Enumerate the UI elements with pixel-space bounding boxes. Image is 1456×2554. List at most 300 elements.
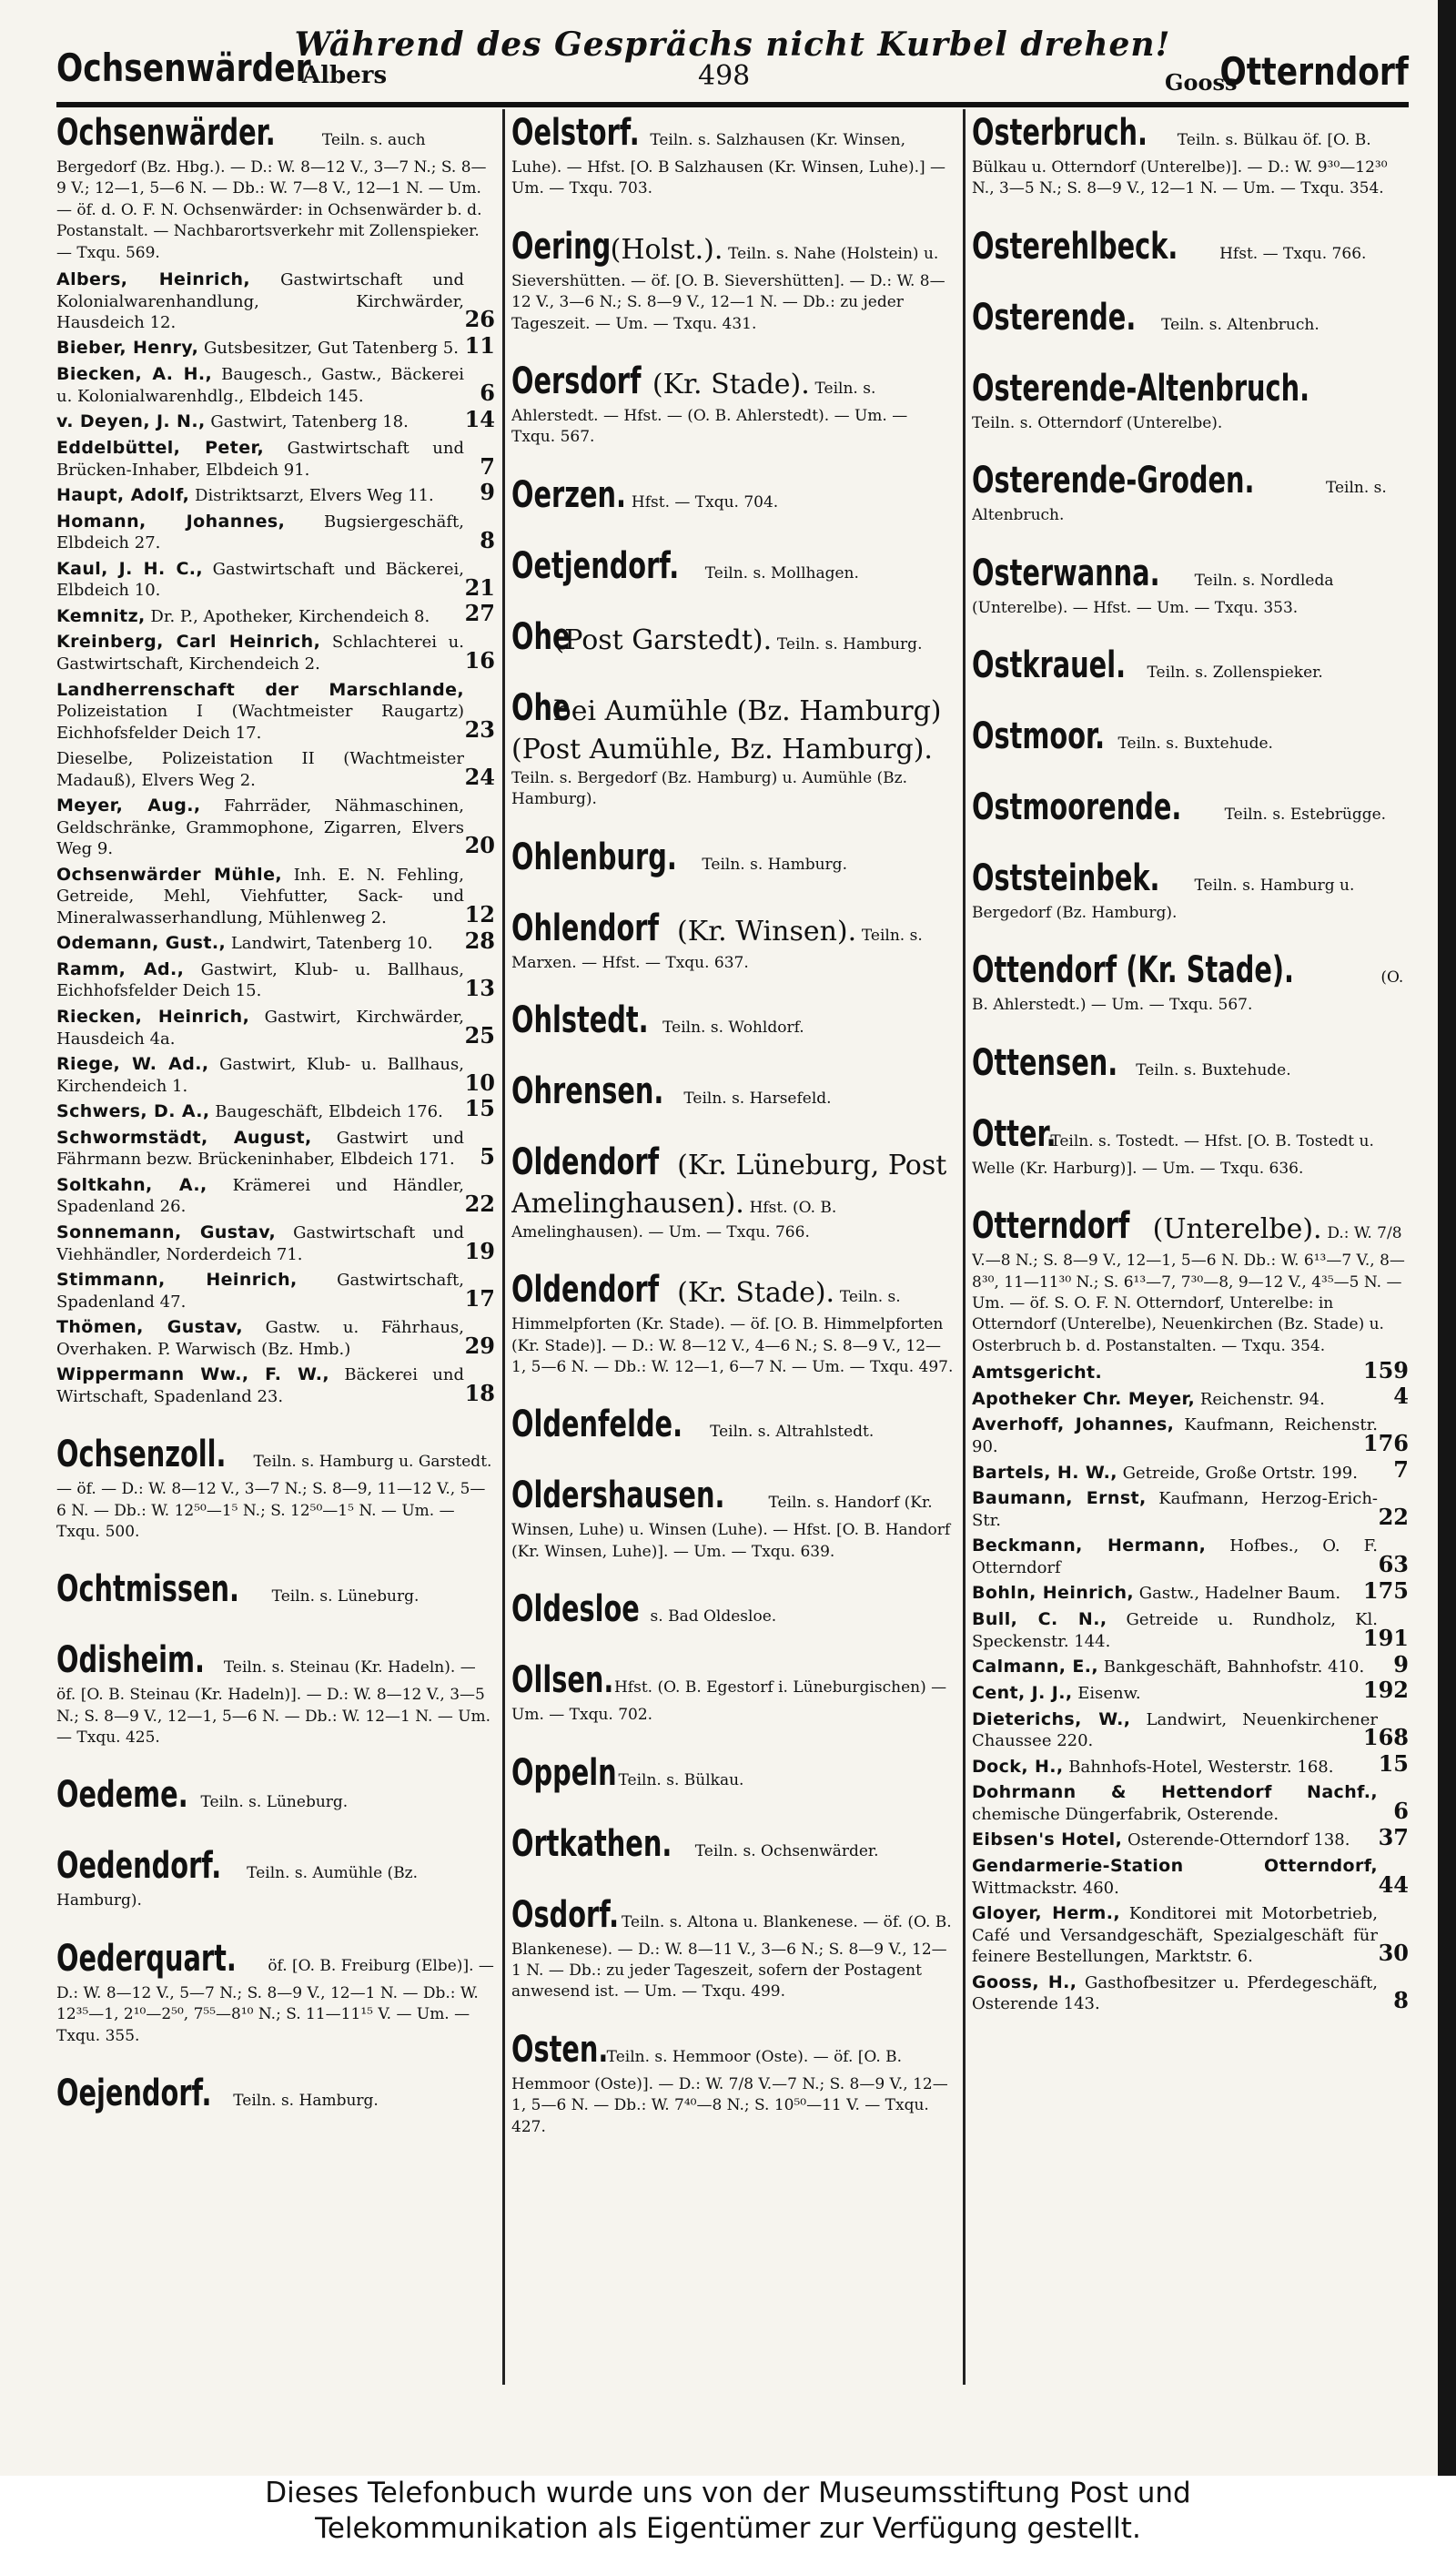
subscriber-details: Dieselbe, Polizeistation II (Wachtmeister Madauß), Elvers Weg 2. <box>56 749 464 790</box>
subscriber-entry <box>56 864 495 928</box>
place-heading <box>511 684 956 810</box>
subscriber-name: Gooss, H., <box>972 1971 1077 1992</box>
subscriber-details: Reichenstr. 94. <box>1199 1389 1325 1409</box>
subscriber-details: Hofbes., O. F. Otterndorf <box>972 1536 1378 1577</box>
place-description: Teiln. s. Himmelpforten (Kr. Stade). — öf. [O. B. Himmelpforten (Kr. Stade)]. — D.: W. 8—12 V., 4—6 N.; S. 8—9 V., 12—1, 5—6 N. — Db.: W. 12—1, 6—7 N. — Um. — Txqu. 497. <box>511 1288 954 1377</box>
place-name: Ottensen. <box>972 1041 1118 1084</box>
place-name: Oedeme. <box>56 1774 188 1817</box>
place-description: Teiln. s. Bergedorf (Bz. Hamburg) u. Aumühle (Bz. Hamburg). <box>511 768 908 809</box>
place-description: Teiln. s. Ahlerstedt. — Hfst. — (O. B. Ahlerstedt). — Um. — Txqu. 567. <box>511 379 908 447</box>
phone-number: 37 <box>1378 1823 1409 1850</box>
place-description: D.: W. 7/8 V.—8 N.; S. 8—9 V., 12—1, 5—6 N. Db.: W. 6¹³—7 V., 8—8³⁰, 11—11³⁰ N.; S. 6¹³—7, 7³⁰—8, 9—12 V., 4³⁵—5 N. — Um. — öf. S. O. F. N. Otterndorf, Unterelbe: in Otterndorf (Unterelbe), Neuenkirchen (Bz. Stade) u. Osterbruch b. d. Postanstalten. — Txqu. 354. <box>972 1224 1405 1355</box>
column-2 <box>511 109 956 2403</box>
subscriber-name: Riecken, Heinrich, <box>56 1006 250 1027</box>
place-heading <box>972 294 1409 341</box>
place-heading <box>972 109 1409 199</box>
phone-number: 9 <box>480 479 495 506</box>
place-description: Teiln. s. Altrahlstedt. <box>710 1423 875 1442</box>
subscriber-details: Gastwirtschaft, Spadenland 47. <box>56 1270 464 1312</box>
subscriber-name: Bartels, H. W., <box>972 1462 1117 1483</box>
subscriber-entry <box>56 511 495 554</box>
subscriber-name: Averhoff, Johannes, <box>972 1414 1175 1435</box>
place-description: Teiln. s. Nahe (Holstein) u. Sievershütten. — öf. [O. B. Sievershütten]. — D.: W. 8—12 V., 3—6 N.; S. 8—9 V., 12—1 N. — Db.: zu jeder Tageszeit. — Um. — Txqu. 431. <box>511 244 945 333</box>
header-rule <box>56 102 1409 107</box>
phone-number: 175 <box>1362 1576 1409 1604</box>
place-suffix: (Post Garstedt). <box>553 623 773 656</box>
subscriber-entry <box>56 558 495 602</box>
subscriber-entry <box>972 1608 1409 1652</box>
place-suffix: (Kr. Stade). <box>677 1277 835 1310</box>
header-left-title: Ochsenwärder <box>56 46 311 90</box>
subscriber-name: Baumann, Ernst, <box>972 1488 1147 1509</box>
phone-number: 11 <box>464 331 495 359</box>
phone-number: 6 <box>1393 1798 1409 1825</box>
subscriber-entry <box>972 1383 1409 1411</box>
place-name: Ohlendorf <box>511 907 660 949</box>
subscriber-entry <box>972 1414 1409 1457</box>
column-divider-2 <box>963 109 966 2385</box>
place-heading <box>511 542 956 590</box>
subscriber-name: Beckmann, Hermann, <box>972 1535 1207 1556</box>
place-name: Odisheim. <box>56 1639 205 1682</box>
place-description: Hfst. — Txqu. 704. <box>631 492 779 512</box>
phone-number: 26 <box>464 306 495 333</box>
place-heading <box>56 1935 495 2046</box>
subscriber-entry <box>972 1456 1409 1485</box>
subscriber-name: Bieber, Henry, <box>56 338 199 359</box>
subscriber-name: Gendarmerie-Station Otterndorf, <box>972 1856 1378 1877</box>
phone-number: 21 <box>464 573 495 601</box>
footer-line-2: Telekommunikation als Eigentümer zur Verfügung gestellt. <box>315 2511 1141 2545</box>
place-description: Hfst. (O. B. Amelinghausen). — Um. — Txqu. 766. <box>511 1198 837 1242</box>
subscriber-entry <box>56 795 495 859</box>
phone-number: 8 <box>1393 1987 1409 2014</box>
place-name: Otter. <box>972 1112 1057 1155</box>
place-heading <box>511 223 956 334</box>
phone-number: 27 <box>464 600 495 627</box>
page-header <box>56 18 1409 106</box>
place-description: Hfst. — Txqu. 766. <box>1219 244 1367 263</box>
subscriber-details: Osterende-Otterndorf 138. <box>1127 1830 1350 1850</box>
place-name: Oldenfelde. <box>511 1404 683 1446</box>
subscriber-details: Baugesch., Gastw., Bäckerei u. Kolonialwarenhdlg., Elbdeich 145. <box>56 365 464 406</box>
subscriber-name: Apotheker Chr. Meyer, <box>972 1388 1196 1409</box>
subscriber-entry <box>972 1855 1409 1899</box>
subscriber-details: Gutsbesitzer, Gut Tatenberg 5. <box>203 339 459 359</box>
phone-number: 17 <box>464 1284 495 1312</box>
phone-number: 29 <box>464 1332 495 1359</box>
subscriber-entry <box>56 600 495 628</box>
phone-number: 44 <box>1378 1870 1409 1898</box>
subscriber-details: Gastwirtschaft und Bäckerei, Elbdeich 10. <box>56 559 464 601</box>
phone-number: 4 <box>1393 1383 1409 1410</box>
place-description: Hfst. (O. B. Egestorf i. Lüneburgischen) — Um. — Txqu. 702. <box>511 1678 947 1725</box>
place-description: Teiln. s. Bülkau öf. [O. B. Bülkau u. Otterndorf (Unterelbe)]. — D.: W. 9³⁰—12³⁰ N., 3—5 N.; S. 8—9 V., 12—1 N. — Um. — Txqu. 354. <box>972 131 1388 198</box>
phone-number: 16 <box>464 647 495 674</box>
subscriber-name: Biecken, A. H., <box>56 364 213 385</box>
place-heading <box>511 997 956 1044</box>
subscriber-details: Gastwirt, Klub- u. Ballhaus, Eichhofsfelder Deich 15. <box>56 959 464 1001</box>
subscriber-details: Konditorei mit Motorbetrieb, Café und Versandgeschäft, Spezialgeschäft für feinere Bestellungen, Marktstr. 6. <box>972 1904 1378 1967</box>
phone-number: 28 <box>464 927 495 954</box>
column-1 <box>56 109 495 2403</box>
header-slogan: Während des Gesprächs nicht Kurbel drehen! <box>294 25 1171 64</box>
place-name: Ohe <box>511 686 571 729</box>
place-name: Oldendorf <box>511 1269 660 1312</box>
place-description: Teiln. s. Altenbruch. <box>972 479 1387 525</box>
subscriber-entry <box>972 1750 1409 1779</box>
subscriber-details: Gastwirt und Fährmann bezw. Brückeninhaber, Elbdeich 171. <box>56 1128 465 1170</box>
place-description: Teiln. s. Ochsenwärder. <box>694 1841 879 1860</box>
place-description: Teiln. s. Lüneburg. <box>200 1793 349 1812</box>
place-heading <box>511 1749 956 1797</box>
phone-number: 8 <box>480 526 495 553</box>
place-name: Oppeln <box>511 1751 617 1794</box>
place-name: Oersdorf <box>511 360 642 402</box>
subscriber-name: Cent, J. J., <box>972 1682 1073 1703</box>
place-description: (O. B. Ahlerstedt.) — Um. — Txqu. 567. <box>972 968 1404 1015</box>
place-name: Ortkathen. <box>511 1822 672 1865</box>
subscriber-entry <box>56 331 495 360</box>
phone-number: 168 <box>1362 1724 1409 1751</box>
place-description: Teiln. s. Altenbruch. <box>1161 315 1320 334</box>
subscriber-details: Kaufmann, Herzog-Erich-Str. <box>972 1489 1378 1530</box>
place-description: Teiln. s. Tostedt. — Hfst. [O. B. Tostedt u. Welle (Kr. Harburg)]. — Um. — Txqu. 636. <box>972 1131 1374 1178</box>
place-name: Ochsenwärder. <box>56 112 276 154</box>
place-heading <box>511 1401 956 1448</box>
place-name: Osterende-Groden. <box>972 460 1255 502</box>
subscriber-entry <box>56 1006 495 1049</box>
subscriber-details: Gastwirtschaft und Brücken-Inhaber, Elbdeich 91. <box>56 438 464 480</box>
place-name: Osterbruch. <box>972 112 1148 154</box>
footer-notice <box>0 2476 1456 2554</box>
place-heading <box>56 1566 495 1613</box>
place-name: Osterehlbeck. <box>972 225 1178 268</box>
subscriber-details: Distriktsarzt, Elvers Weg 11. <box>195 485 434 505</box>
subscriber-name: Meyer, Aug., <box>56 796 201 816</box>
place-description: Teiln. s. Hamburg. <box>702 855 847 874</box>
phone-number: 25 <box>464 1021 495 1049</box>
header-right-subtitle: Gooss <box>1165 69 1238 96</box>
place-name: Oederquart. <box>56 1937 237 1980</box>
subscriber-name: Haupt, Adolf, <box>56 484 190 505</box>
place-name: Oldendorf <box>511 1140 660 1183</box>
subscriber-details: Landwirt, Neuenkirchener Chaussee 220. <box>972 1709 1378 1751</box>
subscriber-entry <box>972 1971 1409 2015</box>
place-description: Teiln. s. Altona u. Blankenese. — öf. (O. B. Blankenese). — D.: W. 8—11 V., 3—6 N.; S. 8—9 V., 12—1 N. — Db.: zu jeder Tageszeit, sofern der Postagent anwesend ist. — Um. — Txqu. 499. <box>511 1912 952 2002</box>
subscriber-entry <box>56 1174 495 1218</box>
place-heading <box>972 947 1409 1015</box>
place-name: Ohlenburg. <box>511 836 677 878</box>
place-name: Oldesloe <box>511 1588 640 1631</box>
place-description: Teiln. s. Zollenspieker. <box>1147 663 1323 682</box>
subscriber-name: Riege, W. Ad., <box>56 1053 209 1074</box>
place-description: Teiln. s. Hamburg u. Garstedt. — öf. — D.: W. 8—12 V., 3—7 N.; S. 8—9, 11—12 V., 5—6 N. — Db.: W. 12⁵⁰—1⁵ N.; S. 12⁵⁰—1⁵ N. — Um. — Txqu. 500. <box>56 1453 492 1541</box>
place-heading <box>56 1637 495 1748</box>
place-heading <box>972 1202 1409 1356</box>
phone-number: 159 <box>1362 1356 1409 1383</box>
place-heading <box>511 613 956 661</box>
place-description: Teiln. s. Salzhausen (Kr. Winsen, Luhe). — Hfst. [O. B Salzhausen (Kr. Winsen, Luhe).] — Um. — Txqu. 703. <box>511 131 946 198</box>
phone-number: 7 <box>480 452 495 480</box>
place-heading <box>972 784 1409 831</box>
subscriber-details: Dr. P., Apotheker, Kirchendeich 8. <box>150 606 430 626</box>
place-name: Oering <box>511 225 612 268</box>
footer-line-1: Dieses Telefonbuch wurde uns von der Museumsstiftung Post und <box>265 2477 1191 2509</box>
subscriber-entry <box>972 1677 1409 1705</box>
place-heading <box>972 642 1409 689</box>
phone-number: 30 <box>1378 1940 1409 1967</box>
subscriber-details: Polizeistation I (Wachtmeister Raugartz) Eichhofsfelder Deich 17. <box>56 702 464 743</box>
place-heading <box>511 1472 956 1562</box>
subscriber-entry <box>56 1363 495 1407</box>
subscriber-details: Gastwirt, Kirchwärder, Hausdeich 4a. <box>56 1007 464 1049</box>
subscriber-name: Soltkahn, A., <box>56 1174 207 1195</box>
subscriber-entry <box>56 405 495 433</box>
place-name: Ollsen. <box>511 1659 614 1702</box>
subscriber-name: Amtsgericht. <box>972 1363 1103 1383</box>
place-description: Teiln. s. Nordleda (Unterelbe). — Hfst. — Um. — Txqu. 353. <box>972 571 1334 617</box>
place-name: Osterwanna. <box>972 552 1160 594</box>
subscriber-entry <box>56 747 495 791</box>
subscriber-name: Landherrenschaft der Marschlande, <box>56 679 464 700</box>
place-name: Oejendorf. <box>56 2073 212 2115</box>
column-divider-1 <box>502 109 505 2385</box>
subscriber-entry <box>972 1781 1409 1825</box>
subscriber-entry <box>56 363 495 407</box>
subscriber-entry <box>972 1487 1409 1531</box>
place-name: Osterende. <box>972 296 1137 339</box>
place-heading <box>56 1771 495 1819</box>
place-description: Teiln. s. Lüneburg. <box>271 1587 420 1606</box>
place-heading <box>972 223 1409 270</box>
subscriber-name: Bohln, Heinrich, <box>972 1583 1135 1604</box>
place-description: Teiln. s. Hamburg. <box>776 634 923 654</box>
place-heading <box>511 471 956 519</box>
subscriber-name: Dohrmann & Hettendorf Nachf., <box>972 1782 1378 1803</box>
place-suffix: (Kr. Stade). <box>652 368 810 400</box>
column-3 <box>972 109 1409 2403</box>
phone-number: 20 <box>464 832 495 859</box>
place-heading <box>972 457 1409 525</box>
subscriber-details: Gastw. u. Fährhaus, Overhaken. P. Warwisch (Bz. Hmb.) <box>56 1317 464 1359</box>
place-heading <box>511 1891 956 2002</box>
subscriber-details: chemische Düngerfabrik, Osterende. <box>972 1804 1279 1824</box>
subscriber-name: Schwormstädt, August, <box>56 1127 312 1148</box>
subscriber-entry <box>56 631 495 674</box>
place-heading <box>972 365 1409 433</box>
place-heading <box>972 1039 1409 1087</box>
place-description: Teiln. s. Bülkau. <box>618 1770 744 1789</box>
phone-number: 191 <box>1362 1624 1409 1651</box>
subscriber-entry <box>972 1823 1409 1851</box>
place-name: Otterndorf <box>972 1205 1130 1248</box>
subscriber-name: Albers, Heinrich, <box>56 269 251 289</box>
place-description: Teiln. s. Buxtehude. <box>1136 1060 1291 1079</box>
subscriber-entry <box>56 1053 495 1097</box>
place-suffix: (Kr. Winsen). <box>676 915 857 948</box>
phone-number: 176 <box>1362 1430 1409 1457</box>
place-name: Ochtmissen. <box>56 1568 239 1611</box>
subscriber-name: Kaul, J. H. C., <box>56 558 204 579</box>
subscriber-details: Krämerei und Händler, Spadenland 26. <box>56 1175 464 1217</box>
phone-number: 22 <box>1378 1504 1409 1531</box>
subscriber-entry <box>972 1576 1409 1605</box>
phone-number: 23 <box>464 715 495 743</box>
subscriber-name: Odemann, Gust., <box>56 933 227 954</box>
place-name: Ostmoor. <box>972 715 1106 757</box>
subscriber-details: Getreide u. Rundholz, Kl. Speckenstr. 144. <box>972 1610 1378 1651</box>
place-name: Osten. <box>511 2028 609 2071</box>
place-name: Oetjendorf. <box>511 544 680 587</box>
subscriber-name: Homann, Johannes, <box>56 511 286 532</box>
phone-number: 6 <box>480 380 495 406</box>
subscriber-name: Wippermann Ww., F. W., <box>56 1364 330 1385</box>
subscriber-name: Ochsenwärder Mühle, <box>56 864 283 885</box>
subscriber-entry <box>56 437 495 481</box>
place-heading <box>511 2026 956 2137</box>
place-heading <box>972 713 1409 760</box>
phone-number: 5 <box>480 1142 495 1170</box>
phone-number: 12 <box>464 900 495 927</box>
place-name: Oststeinbek. <box>972 856 1160 899</box>
place-description: Teiln. s. Estebrügge. <box>1224 805 1387 824</box>
page-number: 498 <box>698 60 751 92</box>
place-heading <box>56 1431 495 1542</box>
place-name: Ohe <box>511 615 571 658</box>
place-description: Teiln. s. Steinau (Kr. Hadeln). — öf. [O. B. Steinau (Kr. Hadeln)]. — D.: W. 8—12 V., 3—5 N.; S. 8—9 V., 12—1, 5—6 N. — Db.: W. 12—1 N. — Um. — Txqu. 425. <box>56 1658 491 1748</box>
place-name: Osterende-Altenbruch. <box>972 367 1310 410</box>
place-heading <box>972 855 1409 923</box>
subscriber-details: Gastw., Hadelner Baum. <box>1138 1584 1341 1604</box>
place-heading <box>972 550 1409 618</box>
subscriber-details: Gastwirt, Klub- u. Ballhaus, Kirchendeich 1. <box>56 1054 464 1096</box>
place-heading <box>56 1842 495 1910</box>
place-name: Oldershausen. <box>511 1475 725 1517</box>
subscriber-entry <box>972 1535 1409 1578</box>
subscriber-entry <box>56 1095 495 1123</box>
subscriber-details: Eisenw. <box>1077 1683 1141 1703</box>
place-name: Oerzen. <box>511 473 626 516</box>
place-description: Teiln. s. Harsefeld. <box>683 1089 832 1108</box>
subscriber-name: Gloyer, Herm., <box>972 1903 1120 1924</box>
place-heading <box>511 1657 956 1725</box>
subscriber-entry <box>56 269 495 333</box>
phone-number: 14 <box>464 405 495 432</box>
place-description: Teiln. s. Hemmoor (Oste). — öf. [O. B. Hemmoor (Oste)]. — D.: W. 7/8 V.—7 N.; S. 8—9 V., 12—1, 5—6 N. — Db.: W. 7⁴⁰—8 N.; S. 10⁵⁰—11 V. — Txqu. 427. <box>511 2047 948 2136</box>
subscriber-name: Eddelbüttel, Peter, <box>56 437 265 458</box>
subscriber-name: Eibsen's Hotel, <box>972 1829 1123 1850</box>
phone-number: 63 <box>1378 1551 1409 1578</box>
place-heading <box>511 1068 956 1115</box>
subscriber-name: Sonnemann, Gustav, <box>56 1221 277 1242</box>
place-heading <box>511 1139 956 1242</box>
subscriber-name: Bull, C. N., <box>972 1609 1107 1630</box>
header-left-subtitle: Albers <box>302 62 388 89</box>
subscriber-details: Gastwirt, Tatenberg 18. <box>210 412 409 432</box>
phone-number: 9 <box>1393 1650 1409 1677</box>
subscriber-details: Inh. E. N. Fehling, Getreide, Mehl, Viehfutter, Sack- und Mineralwasserhandlung, Mühlenweg 2. <box>56 865 464 927</box>
phone-number: 18 <box>464 1379 495 1406</box>
subscriber-name: Kemnitz, <box>56 605 146 626</box>
subscriber-entry <box>56 1269 495 1312</box>
subscriber-entry <box>56 1221 495 1265</box>
place-heading <box>511 1820 956 1868</box>
place-name: Ostmoorende. <box>972 785 1182 828</box>
place-description: Teiln. s. auch Bergedorf (Bz. Hbg.). — D.: W. 8—12 V., 3—7 N.; S. 8—9 V.; 12—1, 5—6 N. — Db.: W. 7—8 V., 12—1 N. — Um. — öf. d. O. F. N. Ochsenwärder: in Ochsenwärder b. d. Postanstalt. — Nachbarortsverkehr mit Zollenspieker. — Txqu. 569. <box>56 131 487 262</box>
phone-number: 192 <box>1362 1677 1409 1704</box>
subscriber-name: Dock, H., <box>972 1756 1064 1777</box>
subscriber-name: Schwers, D. A., <box>56 1100 210 1121</box>
subscriber-name: Stimmann, Heinrich, <box>56 1269 298 1290</box>
subscriber-details: Kaufmann, Reichenstr. 90. <box>972 1415 1378 1457</box>
phone-number: 15 <box>1378 1750 1409 1778</box>
subscriber-name: Calmann, E., <box>972 1657 1098 1677</box>
subscriber-entry <box>56 927 495 955</box>
subscriber-details: Gastwirtschaft und Kolonialwarenhandlung, Kirchwärder, Hausdeich 12. <box>56 269 464 333</box>
subscriber-details: Landwirt, Tatenberg 10. <box>230 934 433 954</box>
place-name: Ochsenzoll. <box>56 1434 227 1476</box>
subscriber-entry <box>972 1708 1409 1752</box>
place-suffix: (Holst.). <box>610 233 723 266</box>
place-description: Teiln. s. Buxtehude. <box>1117 734 1273 753</box>
place-heading <box>972 1110 1409 1179</box>
subscriber-details: Gasthofbesitzer u. Pferdegeschäft, Osterende 143. <box>972 1972 1378 2014</box>
place-heading <box>511 358 956 448</box>
place-description: Teiln. s. Wohldorf. <box>662 1018 804 1037</box>
subscriber-details: Gastwirtschaft und Viehhändler, Norderdeich 71. <box>56 1222 464 1264</box>
place-name: Osdorf. <box>511 1893 620 1936</box>
subscriber-details: Schlachterei u. Gastwirtschaft, Kirchendeich 2. <box>56 633 464 674</box>
place-description: Teiln. s. Hamburg u. Bergedorf (Bz. Hamburg). <box>972 876 1355 922</box>
place-description: Teiln. s. Otterndorf (Unterelbe). <box>972 413 1223 432</box>
place-name: Oelstorf. <box>511 112 640 154</box>
subscriber-details: Baugeschäft, Elbdeich 176. <box>215 1101 443 1121</box>
place-description: s. Bad Oldesloe. <box>650 1607 777 1627</box>
header-right-title: Otterndorf <box>1219 49 1409 94</box>
subscriber-name: Kreinberg, Carl Heinrich, <box>56 632 321 653</box>
subscriber-entry <box>972 1356 1409 1384</box>
subscriber-details: Getreide, Große Ortstr. 199. <box>1122 1463 1358 1483</box>
subscriber-entry <box>972 1650 1409 1678</box>
place-name: Oedendorf. <box>56 1845 222 1888</box>
place-heading <box>56 2070 495 2117</box>
phone-number: 24 <box>464 763 495 790</box>
place-suffix: bei Aumühle (Bz. Hamburg) (Post Aumühle, Bz. Hamburg). <box>511 694 942 765</box>
place-description: Teiln. s. Marxen. — Hfst. — Txqu. 637. <box>511 926 923 972</box>
subscriber-name: Ramm, Ad., <box>56 958 185 979</box>
phone-number: 19 <box>464 1237 495 1264</box>
subscriber-details: Fahrräder, Nähmaschinen, Geldschränke, Grammophone, Zigarren, Elvers Weg 9. <box>56 796 464 859</box>
place-description: Teiln. s. Aumühle (Bz. Hamburg). <box>56 1864 419 1910</box>
subscriber-entry <box>56 1127 495 1171</box>
place-suffix: (Kr. Lüneburg, Post Amelinghausen). <box>511 1149 947 1220</box>
place-name: Ottendorf (Kr. Stade). <box>972 949 1294 992</box>
place-description: Teiln. s. Mollhagen. <box>704 563 859 583</box>
subscriber-details: Wittmackstr. 460. <box>972 1878 1119 1898</box>
subscriber-entry <box>972 1902 1409 1967</box>
subscriber-details: Bankgeschäft, Bahnhofstr. 410. <box>1103 1657 1365 1677</box>
place-heading <box>511 1266 956 1377</box>
place-heading <box>511 1586 956 1633</box>
phone-number: 10 <box>464 1069 495 1096</box>
subscriber-details: Bugsiergeschäft, Elbdeich 27. <box>56 512 464 553</box>
place-heading <box>511 834 956 881</box>
subscriber-entry <box>56 958 495 1002</box>
place-description: öf. [O. B. Freiburg (Elbe)]. — D.: W. 8—12 V., 5—7 N.; S. 8—9 V., 12—1 N. — Db.: W. 12³⁵—1, 2¹⁰—2⁵⁰, 7⁵⁵—8¹⁰ N.; S. 11—11¹⁵ V. — Um. — Txqu. 355. <box>56 1956 494 2045</box>
place-heading <box>56 109 495 263</box>
place-name: Ohrensen. <box>511 1069 664 1112</box>
